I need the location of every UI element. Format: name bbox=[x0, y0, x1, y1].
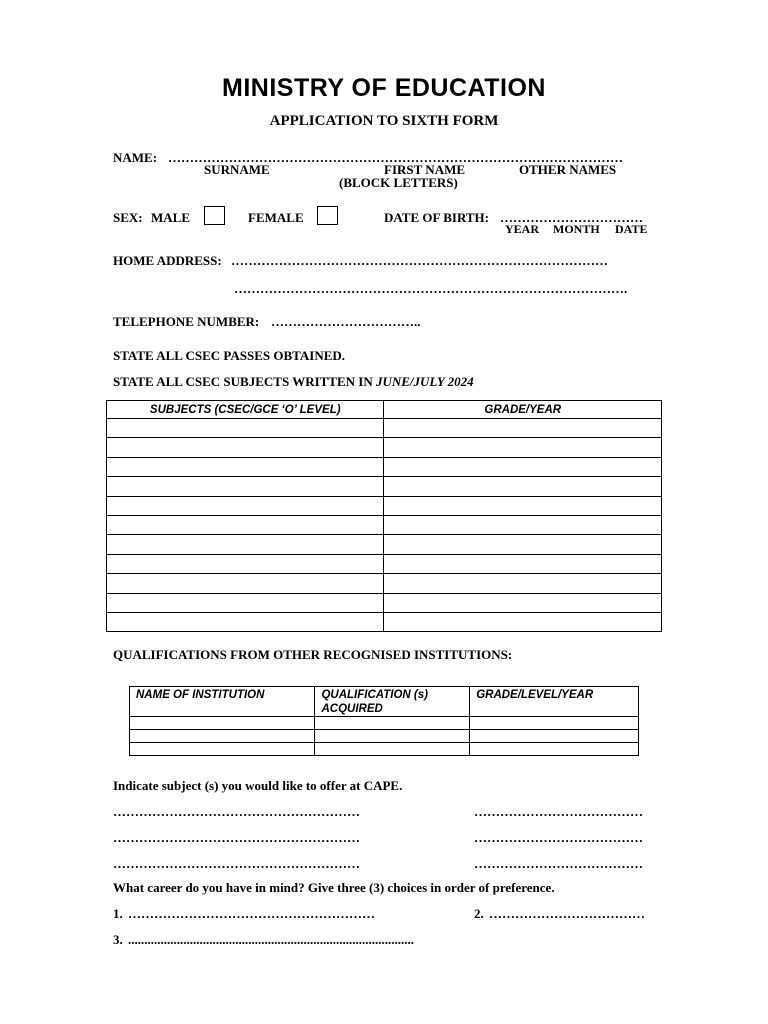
qualification-cell[interactable] bbox=[315, 717, 470, 730]
telephone-field[interactable]: …………………………….. bbox=[271, 314, 421, 329]
qualifications-table-row bbox=[130, 717, 639, 730]
grade-year-cell[interactable] bbox=[384, 574, 662, 593]
institution-cell[interactable] bbox=[130, 743, 315, 756]
block-letters-caption: (BLOCK LETTERS) bbox=[339, 175, 458, 190]
subject-cell[interactable] bbox=[107, 419, 384, 438]
subjects-table-row bbox=[107, 515, 662, 534]
subject-cell[interactable] bbox=[107, 457, 384, 476]
csec-passes-instruction: STATE ALL CSEC PASSES OBTAINED. bbox=[113, 348, 346, 363]
home-address-field-line1[interactable]: …………………………………………………………………………… bbox=[231, 253, 608, 268]
cape-subject-field-6[interactable]: ………………………………… bbox=[474, 856, 643, 871]
subject-cell[interactable] bbox=[107, 515, 384, 534]
subjects-table-row bbox=[107, 477, 662, 496]
surname-caption: SURNAME bbox=[204, 162, 270, 177]
grade-year-cell[interactable] bbox=[384, 593, 662, 612]
subjects-table-row bbox=[107, 574, 662, 593]
subject-cell[interactable] bbox=[107, 477, 384, 496]
subjects-table-row bbox=[107, 419, 662, 438]
qualifications-table bbox=[129, 686, 639, 756]
grade-year-cell[interactable] bbox=[384, 457, 662, 476]
dob-label: DATE OF BIRTH: bbox=[384, 210, 489, 225]
institution-cell[interactable] bbox=[130, 717, 315, 730]
subjects-table-row bbox=[107, 496, 662, 515]
qualifications-table-row bbox=[130, 730, 639, 743]
male-checkbox[interactable] bbox=[204, 206, 225, 225]
grade-year-cell[interactable] bbox=[384, 438, 662, 457]
grade-level-year-cell[interactable] bbox=[470, 730, 639, 743]
cape-subject-field-3[interactable]: ………………………………………………… bbox=[113, 830, 360, 845]
grade-level-year-cell[interactable] bbox=[470, 743, 639, 756]
month-caption: MONTH bbox=[553, 222, 600, 236]
cape-subject-field-1[interactable]: ………………………………………………… bbox=[113, 804, 360, 819]
cape-instruction: Indicate subject (s) you would like to offer at CAPE. bbox=[113, 778, 403, 793]
grade-year-cell[interactable] bbox=[384, 554, 662, 573]
cape-subject-field-5[interactable]: ………………………………………………… bbox=[113, 856, 360, 871]
qualification-header-line2: ACQUIRED bbox=[321, 703, 383, 715]
qualifications-label: QUALIFICATIONS FROM OTHER RECOGNISED INSTITUTIONS: bbox=[113, 647, 513, 662]
name-field[interactable]: …………………………………………………………………………………………… bbox=[168, 150, 623, 165]
cape-subject-field-4[interactable]: ………………………………… bbox=[474, 830, 643, 845]
subject-cell[interactable] bbox=[107, 593, 384, 612]
home-address-label: HOME ADDRESS: bbox=[113, 253, 222, 268]
career-choice-2-number: 2. bbox=[474, 906, 484, 921]
grade-level-year-column-header: GRADE/LEVEL/YEAR bbox=[470, 687, 639, 717]
first-name-caption: FIRST NAME bbox=[384, 162, 466, 177]
qualifications-table-row bbox=[130, 743, 639, 756]
qualification-cell[interactable] bbox=[315, 743, 470, 756]
grade-year-cell[interactable] bbox=[384, 419, 662, 438]
csec-written-prefix: STATE ALL CSEC SUBJECTS WRITTEN IN bbox=[113, 374, 373, 389]
female-checkbox[interactable] bbox=[317, 206, 338, 225]
subject-cell[interactable] bbox=[107, 535, 384, 554]
cape-subject-field-2[interactable]: ………………………………… bbox=[474, 804, 643, 819]
male-label: MALE bbox=[151, 210, 190, 225]
date-caption: DATE bbox=[615, 222, 648, 236]
qualifications-table-header bbox=[130, 687, 639, 717]
subject-cell[interactable] bbox=[107, 612, 384, 631]
telephone-label: TELEPHONE NUMBER: bbox=[113, 314, 260, 329]
form-subtitle: APPLICATION TO SIXTH FORM bbox=[269, 113, 499, 129]
csec-written-instruction bbox=[113, 374, 474, 390]
female-label: FEMALE bbox=[248, 210, 304, 225]
year-caption: YEAR bbox=[505, 222, 540, 236]
subjects-table-row bbox=[107, 457, 662, 476]
grade-year-cell[interactable] bbox=[384, 612, 662, 631]
institution-column-header: NAME OF INSTITUTION bbox=[130, 687, 315, 717]
career-choice-1-number: 1. bbox=[113, 906, 123, 921]
subjects-table-row bbox=[107, 612, 662, 631]
subjects-table bbox=[106, 400, 662, 632]
subject-cell[interactable] bbox=[107, 438, 384, 457]
sex-label: SEX: bbox=[113, 210, 143, 225]
grade-level-year-cell[interactable] bbox=[470, 717, 639, 730]
grade-year-cell[interactable] bbox=[384, 496, 662, 515]
page-title: MINISTRY OF EDUCATION bbox=[222, 74, 546, 102]
home-address-field-line2[interactable]: ………………………………………………………………………………. bbox=[234, 281, 628, 296]
subjects-table-row bbox=[107, 554, 662, 573]
subject-cell[interactable] bbox=[107, 574, 384, 593]
grade-year-cell[interactable] bbox=[384, 477, 662, 496]
grade-year-cell[interactable] bbox=[384, 515, 662, 534]
qualification-column-header bbox=[315, 687, 470, 717]
name-label: NAME: bbox=[113, 150, 158, 165]
institution-cell[interactable] bbox=[130, 730, 315, 743]
subjects-table-row bbox=[107, 593, 662, 612]
subjects-column-header: SUBJECTS (CSEC/GCE ‘O’ LEVEL) bbox=[107, 401, 384, 419]
csec-written-period: JUNE/JULY 2024 bbox=[375, 374, 474, 389]
grade-year-cell[interactable] bbox=[384, 535, 662, 554]
career-instruction: What career do you have in mind? Give three (3) choices in order of preference. bbox=[113, 880, 555, 895]
subjects-table-header bbox=[107, 401, 662, 419]
career-choice-3-number: 3. bbox=[113, 932, 123, 947]
career-choice-3-field[interactable]: ........................................................................................ bbox=[128, 932, 414, 947]
career-choice-2-field[interactable]: ……………………………… bbox=[489, 906, 645, 921]
other-names-caption: OTHER NAMES bbox=[519, 162, 617, 177]
subject-cell[interactable] bbox=[107, 554, 384, 573]
career-choice-1-field[interactable]: ………………………………………………… bbox=[128, 906, 375, 921]
subjects-table-row bbox=[107, 535, 662, 554]
grade-year-column-header: GRADE/YEAR bbox=[384, 401, 662, 419]
qualification-header-line1: QUALIFICATION (s) bbox=[321, 689, 428, 701]
dob-field[interactable]: …………………………… bbox=[500, 210, 643, 225]
qualification-cell[interactable] bbox=[315, 730, 470, 743]
subjects-table-row bbox=[107, 438, 662, 457]
subject-cell[interactable] bbox=[107, 496, 384, 515]
